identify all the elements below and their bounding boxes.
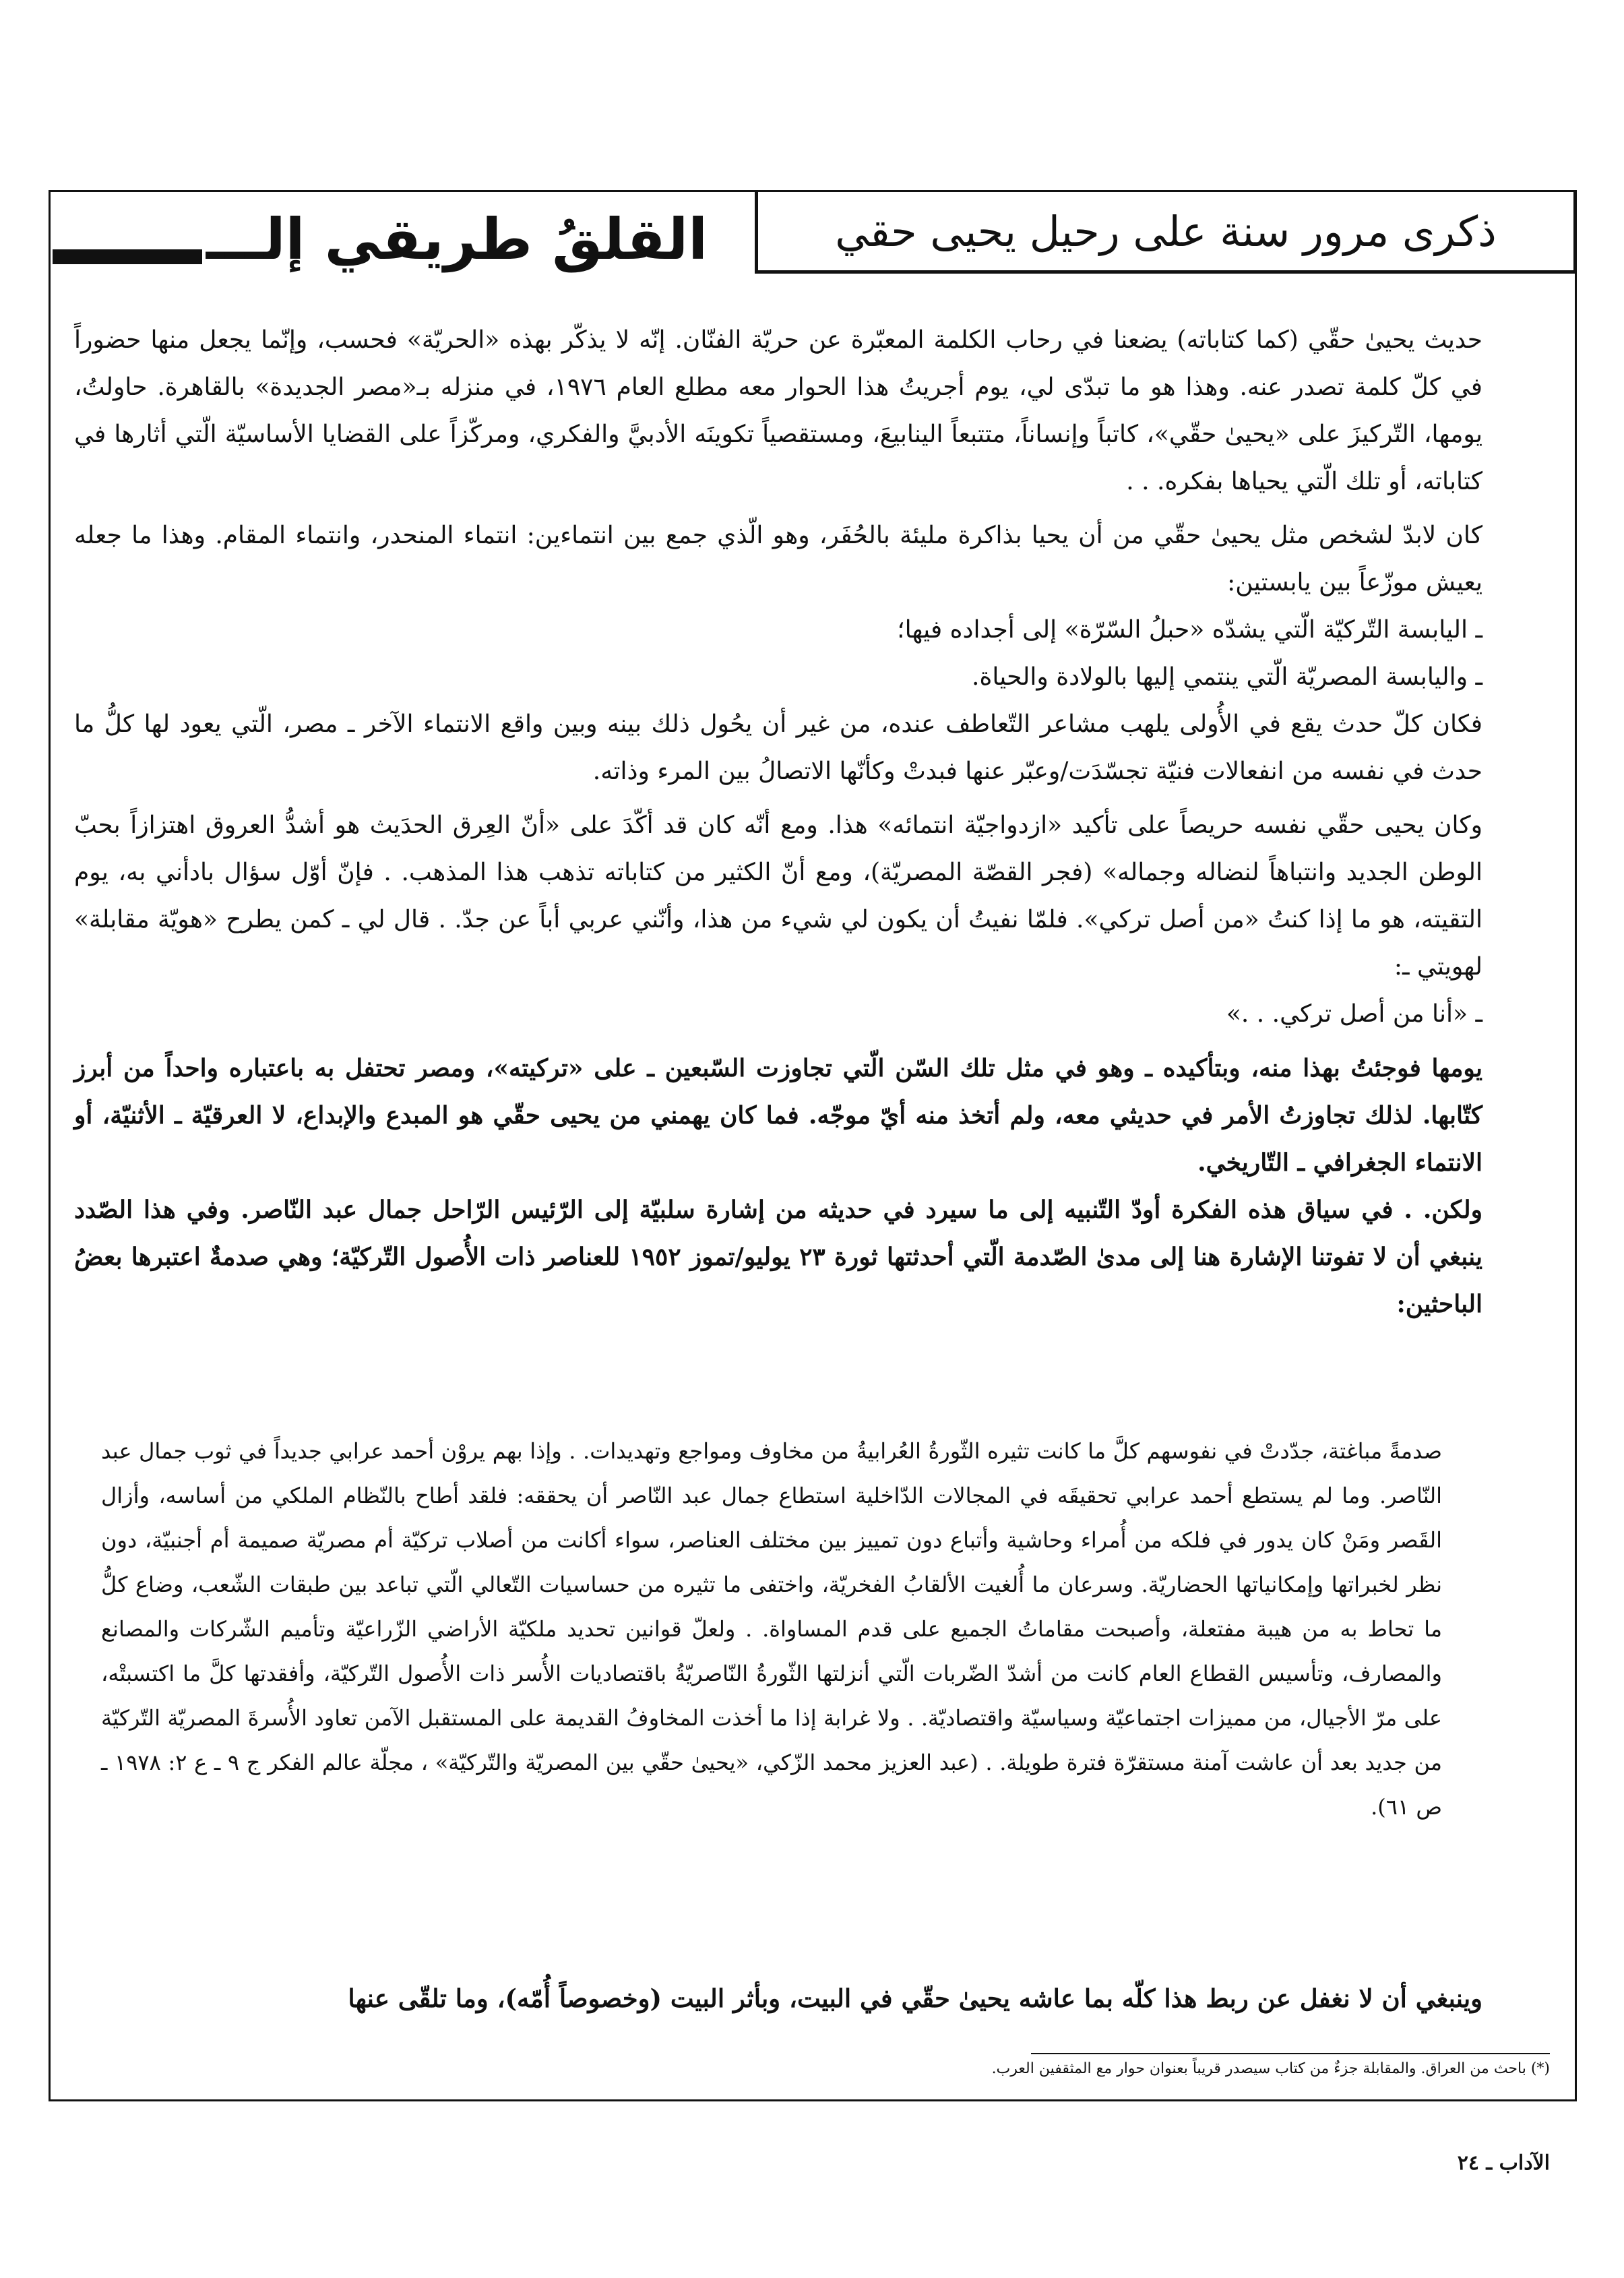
title-decorative-bar bbox=[53, 249, 202, 264]
paragraph: يومها فوجئتُ بهذا منه، وبتأكيده ـ وهو في مثل تلك السّن الّتي تجاوزت السّبعين ـ على «تركيته»، ومصر تحتفل به باعتباره واحداً من أبرز كتّابها. لذلك تجاوزتُ الأمر في حديثي معه، ولم أتخذ منه أيّ موجّه. فما كان يهمني من يحيى حقّي هو المبدع والإبداع، لا العرقيّة ـ الأثنيّة، أو الانتماء الجغرافي ـ التّاريخي. bbox=[74, 1054, 1482, 1177]
closing-paragraph: وينبغي أن لا نغفل عن ربط هذا كلّه بما عاشه يحيىٰ حقّي في البيت، وبأثر البيت (وخصوصاً أُمّه)، وما تلقّى عنها bbox=[348, 1983, 1482, 2013]
paragraph: ولكن. . في سياق هذه الفكرة أودّ التّنبيه إلى ما سيرد في حديثه من إشارة سلبيّة إلى الرّئيس الرّاحل جمال عبد النّاصر. وفي هذا الصّدد ينبغي أن لا تفوتنا الإشارة هنا إلى مدىٰ الصّدمة الّتي أحدثتها ثورة ٢٣ يوليو/تموز ١٩٥٢ للعناصر ذات الأُصول التّركيّة؛ وهي صدمةٌ اعتبرها بعضُ الباحثين: bbox=[74, 1196, 1482, 1318]
bullet-item: ـ واليابسة المصريّة الّتي ينتمي إليها بالولادة والحياة. bbox=[972, 663, 1482, 691]
block-quote bbox=[101, 1429, 1442, 1829]
footnote-divider bbox=[1031, 2053, 1550, 2054]
paragraph: فكان كلّ حدث يقع في الأُولى يلهب مشاعر التّعاطف عنده، من غير أن يحُول ذلك بينه وبين واقع الانتماء الآخر ـ مصر، الّتي يعود لها كلُّ ما حدث في نفسه من انفعالات فنيّة تجسّدَت/وعبّر عنها فبدتْ وكأنّها الاتصالُ بين المرء وذاته. bbox=[74, 710, 1482, 785]
series-heading-text: ذكرى مرور سنة على رحيل يحيى حقي bbox=[835, 206, 1497, 256]
paragraph: وكان يحيى حقّي نفسه حريصاً على تأكيد «ازدواجيّة انتمائه» هذا. ومع أنّه كان قد أكّدَ على «أنّ العِرق الحدَيث هو أشدُّ العروق اهتزازاً بحبّ الوطن الجديد وانتباهاً لنضاله وجماله» (فجر القصّة المصريّة)، ومع أنّ الكثير من كتاباته تذهب هذا المذهب. . فإنّ أوّل سؤال بادأني به، يوم التقيته، هو ما إذا كنتُ «من أصل تركي». فلمّا نفيتُ أن يكون لي شيء من هذا، وأنّني عربي أباً عن جدّ. . قال لي ـ كمن يطرح «هويّة مقابلة» لهويتي ـ: bbox=[74, 811, 1482, 981]
article-body bbox=[74, 317, 1482, 1328]
paragraph: حديث يحيىٰ حقّي (كما كتاباته) يضعنا في رحاب الكلمة المعبّرة عن حريّة الفنّان. إنّه لا يذكّر بهذه «الحريّة» فحسب، وإنّما يجعل منها حضوراً في كلّ كلمة تصدر عنه. وهذا هو ما تبدّى لي، يوم أجريتُ هذا الحوار معه مطلع العام ١٩٧٦، في منزله بـ«مصر الجديدة» بالقاهرة. حاولتُ، يومها، التّركيزَ على «يحيىٰ حقّي»، كاتباً وإنساناً، متتبعاً الينابيعَ، ومستقصياً تكوينَه الأدبيَّ والفكري، ومركّزاً على القضايا الأساسيّة الّتي أثارها في كتاباته، أو تلك الّتي يحياها بفكره. . . bbox=[74, 326, 1482, 495]
quoted-line: ـ «أنا من أصل تركي. . .» bbox=[1226, 1000, 1482, 1028]
series-heading bbox=[755, 190, 1577, 274]
page-number: الآداب ـ ٢٤ bbox=[1457, 2151, 1550, 2175]
footnote: (*) باحث من العراق. والمقابلة جزءٌ من كتاب سيصدر قريباً بعنوان حوار مع المثقفين العرب. bbox=[991, 2060, 1550, 2077]
paragraph: كان لابدّ لشخص مثل يحيىٰ حقّي من أن يحيا بذاكرة مليئة بالحُفَر، وهو الّذي جمع بين انتماءين: انتماء المنحدر، وانتماء المقام. وهذا ما جعله يعيش موزّعاً بين يابستين: bbox=[74, 522, 1482, 596]
article-title: القلقُ طريقي إلـــ bbox=[206, 206, 708, 272]
bullet-item: ـ اليابسة التّركيّة الّتي يشدّه «حبلُ السّرّة» إلى أجداده فيها؛ bbox=[897, 616, 1482, 644]
block-quote-text: صدمةً مباغتة، جدّدتْ في نفوسهم كلَّ ما كانت تثيره الثّورةُ العُرابيةُ من مخاوف ومواجع وتهديدات. . وإذا بهم يروْن أحمد عرابي جديداً في ثوب جمال عبد النّاصر. وما لم يستطع أحمد عرابي تحقيقَه في المجالات الدّاخلية استطاع جمال عبد النّاصر أن يحققه: فلقد أطاح بالنّظام الملكي من أساسه، وأزال القَصر ومَنْ كان يدور في فلكه من أُمراء وحاشية وأتباع دون تمييز بين مختلف العناصر، سواء أكانت من أصلاب تركيّة أم مصريّة صميمة أم أجنبيّة، دون نظر لخبراتها وإمكانياتها الحضاريّة. وسرعان ما أُلغيت الألقابُ الفخريّة، واختفى ما تثيره من حساسيات التّعالي الّتي تباعد بين طبقات الشّعب، وضاع كلُّ ما تحاط به من هيبة مفتعلة، وأصبحت مقاماتُ الجميع على قدم المساواة. . ولعلّ قوانين تحديد ملكيّة الأراضي الزّراعيّة وتأميم الشّركات والمصانع والمصارف، وتأسيس القطاع العام كانت من أشدّ الضّربات الّتي أنزلتها الثّورةُ النّاصريّةُ باقتصاديات الأُسر ذات الأُصول التّركيّة، وأفقدتها كلَّ ما اكتسبتْه، على مرّ الأجيال، من مميزات اجتماعيّة وسياسيّة واقتصاديّة. . ولا غرابة إذا ما أخذت المخاوفُ القديمة على المستقبل الآمن تعاود الأُسرةَ المصريّة التّركيّة من جديد بعد أن عاشت آمنة مستقرّة فترة طويلة. . (عبد العزيز محمد الزّكي، «يحيىٰ حقّي بين المصريّة والتّركيّة» ، مجلّة عالم الفكر ج ٩ ـ ع ٢: ١٩٧٨ ـ ص ٦١). bbox=[101, 1438, 1443, 1820]
